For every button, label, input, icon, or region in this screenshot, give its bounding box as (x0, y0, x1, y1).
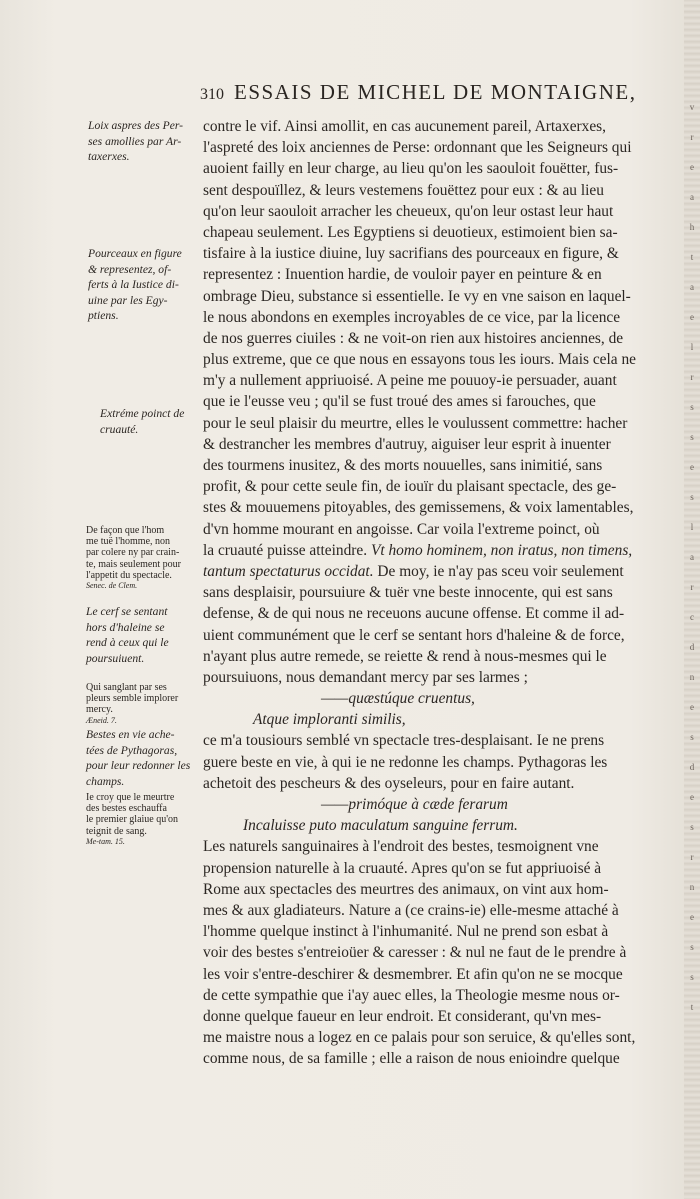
margin-note-line: pour leur redonner les (86, 759, 191, 772)
margin-note-facon (86, 525, 198, 590)
text-line (203, 688, 683, 709)
margin-note-sanglant (86, 682, 198, 725)
bleed-char: e (690, 462, 694, 472)
line-text: des tourmens inusitez, & des morts nouuelles, sans inimitié, sans (203, 457, 603, 474)
text-line (203, 180, 683, 201)
line-text-tail: De moy, ie n'ay pas sceu voir seulement (373, 562, 624, 580)
line-text: me maistre nous a logez en ce palais pour son seruice, & qu'elles sont, (203, 1029, 636, 1047)
text-line (203, 434, 683, 455)
latin-quotation: tantum spectaturus occidat. (203, 562, 374, 580)
margin-note-line: cruauté. (100, 422, 139, 436)
margin-note-line: des bestes eschauffa (86, 803, 167, 815)
latin-quotation: Atque imploranti similis, (253, 711, 406, 729)
text-line (203, 964, 683, 985)
line-text: donne quelque faueur en leur endroit. Et considerant, qu'vn mes- (203, 1007, 602, 1025)
margin-note-line: & representez, of- (88, 262, 172, 276)
bleed-char: h (689, 222, 695, 232)
text-line (203, 328, 683, 349)
bleed-char: s (690, 432, 694, 442)
main-text-column (203, 116, 683, 1069)
text-line (203, 391, 683, 412)
text-line (203, 921, 683, 942)
line-text: mes & aux gladiateurs. Nature a (ce crains-ie) elle-mesme attaché à (203, 901, 619, 919)
margin-note-line: te, mais seulement pour (86, 558, 181, 570)
margin-note-line: teignit de sang. (86, 825, 147, 837)
margin-note-croy (86, 792, 198, 846)
text-line (203, 497, 683, 518)
running-header (200, 80, 670, 106)
line-text: uient communément que le cerf se sentant hors d'haleine & de force, (203, 626, 625, 644)
bleed-char: a (690, 192, 694, 202)
line-text: ombrage Dieu, substance si essentielle. Ie vy en vne saison en laquel- (203, 287, 631, 305)
text-line (203, 137, 683, 158)
bleed-char: s (690, 402, 694, 412)
text-line (203, 307, 683, 328)
line-text: auoient failly en leur charge, au lieu qu'on les saouloit fouëtter, fus- (203, 160, 619, 178)
facing-page-bleed (686, 92, 698, 1022)
text-line (203, 243, 683, 264)
margin-note-line: pleurs semble implorer (86, 693, 179, 705)
latin-quotation: Incaluisse puto maculatum sanguine ferrum. (243, 817, 518, 835)
margin-note-line: poursuiuent. (86, 651, 145, 665)
bleed-char: r (690, 852, 694, 862)
bleed-char: e (690, 162, 694, 172)
line-text: de cette sympathie que i'ay auec elles, la Theologie mesme nous or- (203, 986, 620, 1004)
bleed-char: r (690, 132, 694, 142)
margin-note-line: uine par les Egy- (88, 293, 168, 307)
margin-note-line: Qui sanglant par ses (86, 682, 167, 693)
margin-note-line: Pourceaux en figure (88, 247, 182, 260)
line-text: l'homme quelque instinct à l'inhumanité. Nul ne prend son esbat à (203, 923, 609, 941)
bleed-char: s (690, 972, 694, 982)
line-text: m'y a nullement appriuoisé. A peine me pouuoy-ie persuader, auant (203, 372, 617, 390)
margin-note-line: De façon que l'hom (86, 525, 165, 536)
margin-note-line: ferts à la Iustice di- (88, 278, 179, 291)
bleed-char: l (690, 522, 694, 532)
line-text: les voir s'entre-deschirer & desmembrer. Et afin qu'on ne se mocque (203, 965, 623, 983)
text-line (203, 836, 683, 857)
latin-quotation: ——primóque à cæde ferarum (321, 796, 508, 813)
text-line (203, 752, 683, 773)
text-line (203, 646, 683, 667)
line-text: tisfaire à la iustice diuine, luy sacrifians des pourceaux en figure, & (203, 245, 619, 263)
text-line (203, 286, 683, 307)
text-line (203, 561, 683, 582)
line-text: pour le seul plaisir du meurtre, elles le voulussent commettre: hacher (203, 414, 628, 432)
margin-note-line: Le cerf se sentant (86, 605, 168, 618)
line-text: d'vn homme mourant en angoisse. Car voila l'extreme poinct, où (203, 520, 600, 538)
text-line (203, 773, 683, 794)
margin-note-line: mercy. (86, 704, 113, 716)
margin-note-line: taxerxes. (88, 150, 130, 163)
text-line (203, 815, 683, 836)
line-text: defense, & de qui nous ne receuons aucune offense. Et comme il ad- (203, 605, 625, 623)
margin-note-line: par colere ny par crain- (86, 547, 180, 559)
bleed-char: d (689, 762, 695, 772)
line-text: profit, & pour cette seule fin, de iouïr du plaisant spectacle, des ge- (203, 478, 617, 496)
margin-note-line: hors d'haleine se (86, 620, 165, 634)
margin-note-source: Senec. de Clem. (86, 581, 138, 591)
line-text: stes & mouuemens pitoyables, des gemissemens, & voix lamentables, (203, 499, 634, 517)
bleed-char: n (689, 882, 695, 892)
margin-note-line: rend à ceux qui le (86, 636, 169, 649)
line-text: poursuiuons, nous demandant mercy par ses larmes ; (203, 668, 528, 686)
text-line (203, 455, 683, 476)
text-line (203, 476, 683, 497)
text-line (203, 519, 683, 540)
line-text: l'aspreté des loix anciennes de Perse: ordonnant que les Seigneurs qui (203, 139, 632, 157)
margin-note-bestes (86, 727, 200, 789)
bleed-char: e (690, 792, 694, 802)
line-text: voir des bestes s'entreioüer & caresser : & nul ne faut de le prendre à (203, 944, 627, 962)
text-line (203, 603, 683, 624)
line-text: la cruauté puisse atteindre. (203, 541, 371, 559)
line-text: le nous abondons en exemples incroyables de ce vice, par la licence (203, 308, 621, 326)
bleed-char: v (689, 102, 695, 112)
text-line (203, 540, 683, 561)
text-line (203, 370, 683, 391)
text-line (203, 1048, 683, 1069)
text-line (203, 794, 683, 815)
bleed-char: e (690, 912, 694, 922)
line-text: & destrancher les membres d'autruy, aiguiser leur esprit à inuenter (203, 435, 611, 453)
margin-note-extreme (100, 406, 200, 437)
line-text: sent despouïllez, & leurs vestemens fouëttez pour eux : & au lieu (203, 181, 604, 199)
bleed-char: a (690, 282, 694, 292)
text-line (203, 985, 683, 1006)
bleed-char: a (690, 552, 694, 562)
margin-note-line: ptiens. (88, 309, 119, 322)
bleed-char: d (689, 642, 695, 652)
line-text: comme nous, de sa famille ; elle a raison de nous enioindre quelque (203, 1050, 620, 1068)
margin-note-line: le premier glaiue qu'on (86, 814, 179, 826)
bleed-char: t (690, 252, 694, 262)
latin-quotation: Vt homo hominem, non iratus, non timens, (370, 541, 633, 559)
text-line (203, 667, 683, 688)
text-line (203, 349, 683, 370)
margin-note-line: champs. (86, 774, 125, 788)
line-text: que ie l'eusse veu ; qu'il se fust troué des ames si farouches, que (203, 393, 596, 411)
bleed-char: n (689, 672, 695, 682)
text-line (203, 116, 683, 137)
text-line (203, 858, 683, 879)
text-line (203, 158, 683, 179)
text-line (203, 709, 683, 730)
bleed-char: s (690, 732, 694, 742)
text-line (203, 222, 683, 243)
line-text: guere beste en vie, à qui ie ne redonne les champs. Pythagoras les (203, 753, 608, 771)
margin-note-pourceaux (88, 246, 198, 324)
text-line (203, 879, 683, 900)
text-line (203, 900, 683, 921)
margin-note-line: me tuë l'homme, non (86, 536, 171, 548)
bleed-char: s (690, 942, 694, 952)
text-line (203, 942, 683, 963)
margin-note-loix (88, 118, 198, 165)
bleed-char: e (690, 312, 694, 322)
line-text: Rome aux spectacles des meurtres des animaux, on vint aux hom- (203, 880, 609, 898)
line-text: sans desplaisir, poursuiure & tuër vne beste innocente, qui est sans (203, 584, 613, 602)
line-text: contre le vif. Ainsi amollit, en cas aucunement pareil, Artaxerxes, (203, 118, 607, 135)
text-line (203, 582, 683, 603)
line-text: Les naturels sanguinaires à l'endroit des bestes, tesmoignent vne (203, 838, 599, 856)
margin-note-line: Loix aspres des Per- (88, 119, 183, 132)
text-line (203, 1027, 683, 1048)
text-line (203, 413, 683, 434)
bleed-char: r (690, 372, 694, 382)
margin-note-cerf (86, 604, 198, 666)
line-text: propension naturelle à la cruauté. Apres qu'on se fut appriuoisé à (203, 859, 602, 877)
bleed-char: e (690, 702, 694, 712)
line-text: qu'on leur saouloit arracher les cheueux, qu'on leur ostast leur haut (203, 202, 614, 220)
margin-note-line: Bestes en vie ache- (86, 728, 175, 741)
bleed-char: t (690, 1002, 694, 1012)
line-text: ce m'a tousiours semblé vn spectacle tres-desplaisant. Ie ne prens (203, 732, 605, 750)
bleed-char: l (690, 342, 694, 352)
page-number: 310 (200, 86, 224, 103)
text-line (203, 1006, 683, 1027)
margin-note-line: tées de Pythagoras, (86, 743, 178, 757)
line-text: n'ayant plus autre remede, se reiette & rend à nous-mesmes qui le (203, 647, 607, 665)
margin-note-line: l'appetit du spectacle. (86, 569, 172, 581)
bleed-char: r (690, 582, 694, 592)
text-line (203, 264, 683, 285)
line-text: de nos guerres ciuiles : & ne voit-on rien aux histoires anciennes, de (203, 329, 624, 347)
text-line (203, 201, 683, 222)
line-text: achetoit des pescheurs & des oyseleurs, pour en faire autant. (203, 774, 575, 792)
bleed-char: s (690, 822, 694, 832)
line-text: plus extreme, que ce que nous en essayons tous les iours. Mais cela ne (203, 351, 636, 369)
margin-note-source: Æneid. 7. (86, 715, 117, 725)
running-title: ESSAIS DE MICHEL DE MONTAIGNE, (234, 80, 637, 104)
line-text: chapeau seulement. Les Egyptiens si deuotieux, estimoient bien sa- (203, 223, 618, 241)
margin-note-source: Me-tam. 15. (86, 836, 125, 846)
text-line (203, 730, 683, 751)
latin-quotation: ——quæstúque cruentus, (321, 690, 475, 708)
bleed-char: c (690, 612, 694, 622)
bleed-char: s (690, 492, 694, 502)
text-line (203, 625, 683, 646)
margin-note-line: Ie croy que le meurtre (86, 792, 175, 803)
margin-note-line: ses amollies par Ar- (88, 134, 182, 148)
line-text: representez : Inuention hardie, de vouloir payer en peinture & en (203, 266, 602, 284)
margin-note-line: Extréme poinct de (100, 407, 185, 420)
